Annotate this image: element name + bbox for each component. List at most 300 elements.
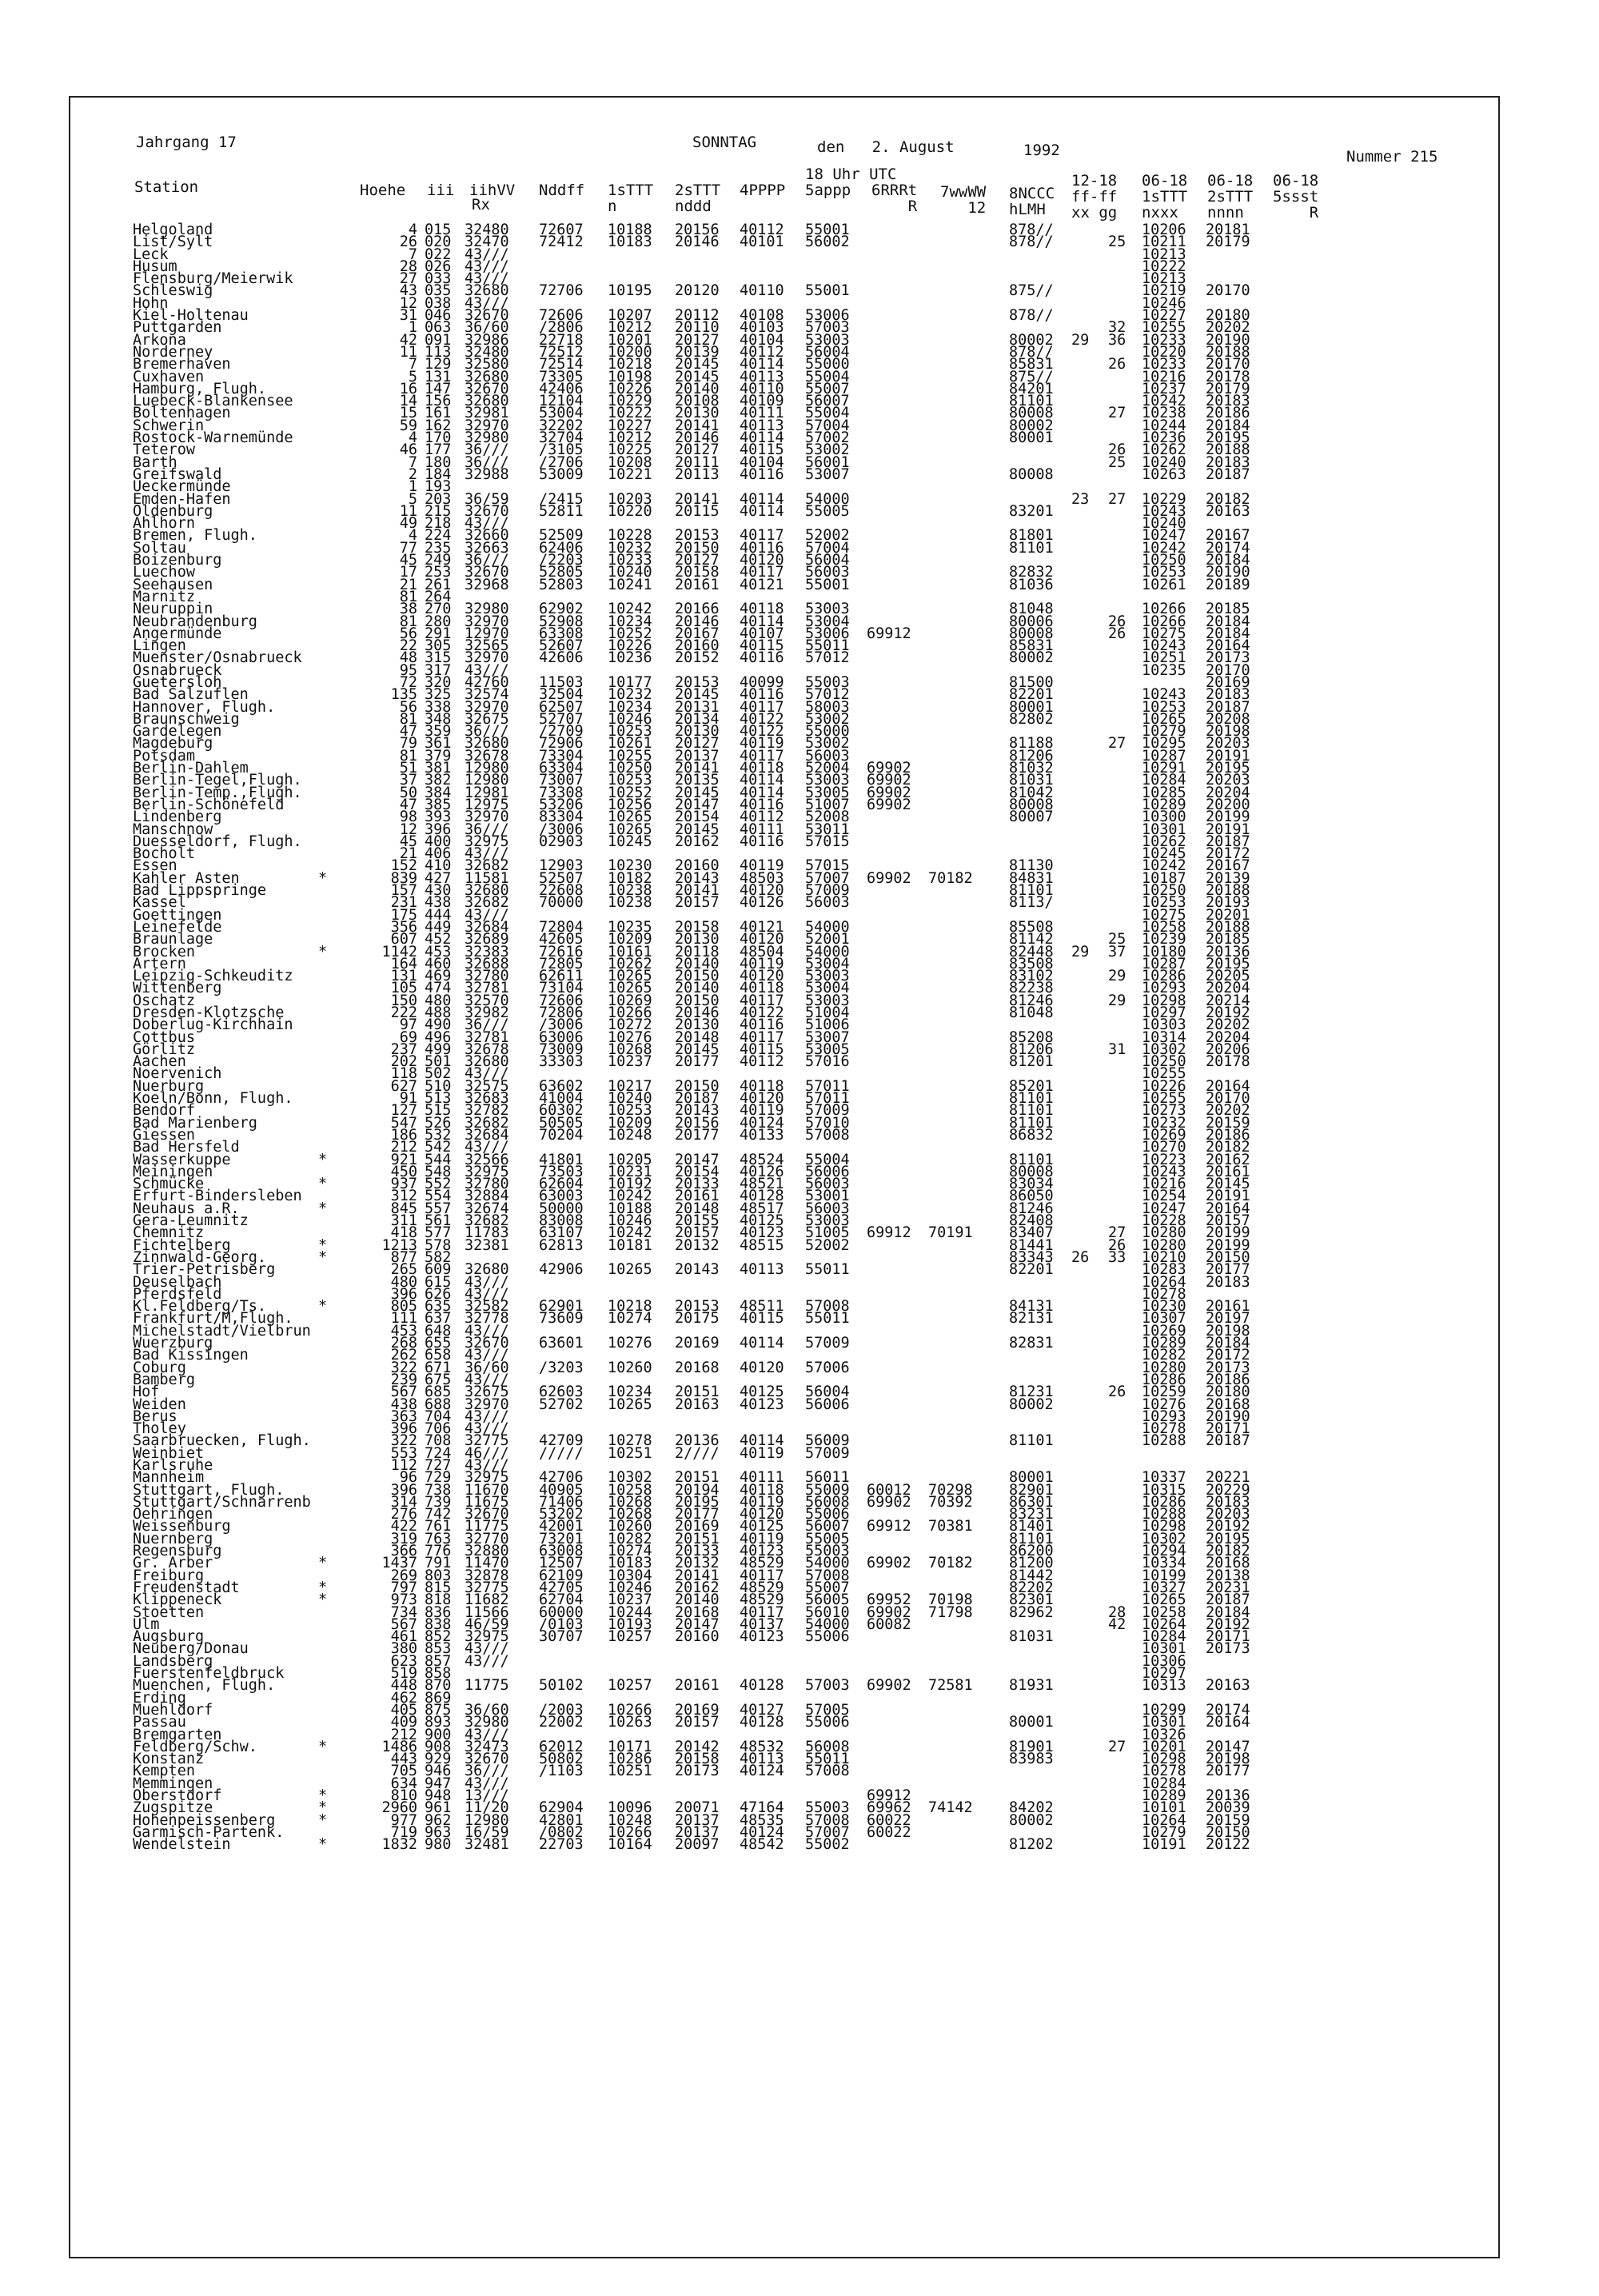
tmax-06-18-value: 10264 — [1142, 1615, 1186, 1633]
gust-max-value: 37 — [1108, 943, 1126, 960]
tmax-06-18-value: 10262 — [1142, 833, 1186, 850]
pressure-value: 40120 — [740, 1359, 784, 1376]
temp-max-value: 10268 — [608, 1493, 652, 1511]
iihvv-value: 32970 — [465, 613, 509, 630]
cloud-value: 81201 — [1009, 1053, 1054, 1071]
temp-max-value: 10272 — [608, 1016, 652, 1034]
pressure-value: 48529 — [740, 1579, 784, 1596]
col-t1: 06-18 1sTTT nxxx — [1142, 172, 1188, 222]
station-name: Bamberg — [133, 1371, 195, 1388]
iihvv-value: 32680 — [465, 368, 509, 385]
temp-max-value: 10161 — [608, 943, 652, 960]
station-name: Neubrandenburg — [133, 613, 257, 630]
pressure-value: 40124 — [740, 1763, 784, 1780]
pressure-value: 48515 — [740, 1236, 784, 1254]
cloud-value: 81202 — [1009, 1836, 1054, 1854]
tendency-value: 53004 — [805, 980, 850, 997]
tmin-06-18-value: 20168 — [1206, 1555, 1250, 1572]
temp-dew-value: 20168 — [675, 1603, 720, 1621]
nddff-value: 53206 — [539, 796, 584, 813]
iihvv-value: 32684 — [465, 918, 509, 936]
temp-dew-value: 20161 — [675, 1677, 720, 1695]
temp-max-value: 10268 — [608, 1506, 652, 1523]
pressure-value: 48529 — [740, 1555, 784, 1572]
tmin-06-18-value: 20170 — [1206, 356, 1250, 373]
tmin-06-18-value: 20188 — [1206, 441, 1250, 459]
station-id: 480 — [425, 992, 452, 1009]
tmax-06-18-value: 10263 — [1142, 465, 1186, 483]
tendency-value: 57008 — [805, 1763, 850, 1780]
tmax-06-18-value: 10297 — [1142, 1665, 1186, 1683]
nddff-value: 50802 — [539, 1751, 584, 1768]
station-height: 705 — [390, 1763, 417, 1780]
station-name: Görlitz — [133, 1040, 195, 1058]
iihvv-value: 43/// — [465, 1273, 509, 1291]
station-height: 96 — [399, 1469, 417, 1487]
table-row — [0, 331, 1599, 349]
pressure-value: 40116 — [740, 796, 784, 813]
station-height: 462 — [390, 1689, 417, 1707]
station-name: Emden-Hafen — [133, 490, 231, 508]
station-id: 379 — [425, 747, 452, 765]
pressure-value: 40112 — [740, 809, 784, 826]
cloud-value: 81500 — [1009, 673, 1054, 691]
tmin-06-18-value: 20192 — [1206, 1518, 1250, 1535]
table-row — [0, 931, 1599, 948]
station-id: 382 — [425, 772, 452, 789]
gust-max-value: 42 — [1108, 1615, 1126, 1633]
nddff-value: 62603 — [539, 1384, 584, 1401]
cloud-value: 81101 — [1009, 1151, 1054, 1168]
station-height: 14 — [399, 393, 417, 410]
temp-max-value: 10240 — [608, 564, 652, 581]
table-row — [0, 661, 1599, 679]
nddff-value: 11503 — [539, 673, 584, 691]
temp-dew-value: 20139 — [675, 343, 720, 361]
station-id: 496 — [425, 1028, 452, 1046]
cloud-value: 878// — [1009, 307, 1054, 325]
cloud-value: 81142 — [1009, 931, 1054, 948]
tmin-06-18-value: 20184 — [1206, 1603, 1250, 1621]
station-name: Neuruppin — [133, 601, 213, 618]
station-id: 947 — [425, 1775, 452, 1792]
nddff-value: 50505 — [539, 1114, 584, 1132]
temp-dew-value: 20150 — [675, 1077, 720, 1095]
temp-dew-value: 20071 — [675, 1799, 720, 1817]
nddff-value: 72606 — [539, 992, 584, 1009]
gust-value: 26 — [1071, 1248, 1090, 1266]
precip-value: 69912 — [867, 1224, 911, 1242]
station-name: Seehausen — [133, 576, 213, 593]
iihvv-value: 32680 — [465, 1261, 509, 1279]
pressure-value: 40128 — [740, 1714, 784, 1731]
iihvv-value: 32968 — [465, 576, 509, 593]
pressure-value: 40112 — [740, 343, 784, 361]
temp-dew-value: 20154 — [675, 1163, 720, 1180]
station-height: 634 — [390, 1775, 417, 1792]
station-height: 98 — [399, 809, 417, 826]
gust-max-value: 25 — [1108, 931, 1126, 948]
tendency-value: 54000 — [805, 918, 850, 936]
tmax-06-18-value: 10293 — [1142, 1408, 1186, 1425]
nddff-value: 42706 — [539, 1469, 584, 1487]
station-id: 761 — [425, 1518, 452, 1535]
temp-dew-value: 20118 — [675, 943, 720, 960]
table-row — [0, 246, 1599, 263]
station-name: Barth — [133, 453, 177, 471]
temp-max-value: 10212 — [608, 319, 652, 337]
pressure-value: 40114 — [740, 613, 784, 630]
table-row — [0, 1139, 1599, 1156]
station-table — [0, 222, 1599, 1854]
temp-max-value: 10265 — [608, 821, 652, 838]
station-height: 17 — [399, 564, 417, 581]
tmax-06-18-value: 10250 — [1142, 1053, 1186, 1071]
station-height: 461 — [390, 1628, 417, 1646]
tendency-value: 53007 — [805, 1028, 850, 1046]
cloud-value: 875// — [1009, 282, 1054, 300]
tmin-06-18-value: 20202 — [1206, 319, 1250, 337]
pressure-value: 40108 — [740, 307, 784, 325]
temp-dew-value: 20155 — [675, 1212, 720, 1230]
iihvv-value: 11566 — [465, 1603, 509, 1621]
tendency-value: 57004 — [805, 417, 850, 434]
tmin-06-18-value: 20229 — [1206, 1481, 1250, 1499]
tmax-06-18-value: 10247 — [1142, 1200, 1186, 1217]
station-name: Osnabrueck — [133, 661, 222, 679]
station-height: 480 — [390, 1273, 417, 1291]
tmin-06-18-value: 20183 — [1206, 1493, 1250, 1511]
temp-max-value: 10252 — [608, 784, 652, 801]
table-row — [0, 465, 1599, 483]
tmin-06-18-value: 20183 — [1206, 453, 1250, 471]
station-name: Meiningen — [133, 1163, 213, 1180]
temp-dew-value: 20147 — [675, 796, 720, 813]
tendency-value: 56005 — [805, 1591, 850, 1609]
cloud-value: 83343 — [1009, 1248, 1054, 1266]
tmax-06-18-value: 10286 — [1142, 968, 1186, 985]
tmin-06-18-value: 20162 — [1206, 1151, 1250, 1168]
temp-dew-value: 20148 — [675, 1200, 720, 1217]
station-height: 28 — [399, 258, 417, 275]
nddff-value: 71406 — [539, 1493, 584, 1511]
station-height: 127 — [390, 1102, 417, 1120]
tmax-06-18-value: 10266 — [1142, 613, 1186, 630]
iihvv-value: 32675 — [465, 1384, 509, 1401]
temp-max-value: 10250 — [608, 760, 652, 777]
temp-max-value: 10188 — [608, 222, 652, 238]
tmin-06-18-value: 20170 — [1206, 1090, 1250, 1108]
nddff-value: 50000 — [539, 1200, 584, 1217]
pressure-value: 40115 — [740, 637, 784, 655]
nddff-value: 83304 — [539, 809, 584, 826]
tmin-06-18-value: 20179 — [1206, 380, 1250, 397]
temp-max-value: 10242 — [608, 1188, 652, 1205]
temp-dew-value: 20157 — [675, 894, 720, 912]
station-name: Kiel-Holtenau — [133, 307, 249, 325]
nddff-value: 73503 — [539, 1163, 584, 1180]
station-name: Brocken — [133, 943, 195, 960]
iihvv-value: 32975 — [465, 1628, 509, 1646]
iihvv-value: 43/// — [465, 1775, 509, 1792]
nddff-value: 72514 — [539, 356, 584, 373]
precip-value: 69912 — [867, 1518, 911, 1535]
tmax-06-18-value: 10243 — [1142, 637, 1186, 655]
tendency-value: 57006 — [805, 1359, 850, 1376]
station-name: Bad Salzuflen — [133, 686, 249, 704]
temp-max-value: 10274 — [608, 1310, 652, 1328]
station-height: 5 — [408, 368, 417, 385]
station-name: Husum — [133, 258, 177, 275]
cloud-value: 82831 — [1009, 1335, 1054, 1352]
col-rx: Rx — [472, 196, 490, 214]
station-id: 946 — [425, 1763, 452, 1780]
station-name: Weissenburg — [133, 1518, 231, 1535]
day-label: SONNTAG — [692, 134, 757, 151]
station-id: 015 — [425, 222, 452, 238]
pressure-value: 48521 — [740, 1176, 784, 1193]
temp-dew-value: 20187 — [675, 1090, 720, 1108]
tmin-06-18-value: 20202 — [1206, 1016, 1250, 1034]
tmax-06-18-value: 10191 — [1142, 1836, 1186, 1854]
temp-dew-value: 20133 — [675, 1176, 720, 1193]
tmin-06-18-value: 20171 — [1206, 1628, 1250, 1646]
station-height: 11 — [399, 343, 417, 361]
station-id: 490 — [425, 1016, 452, 1034]
station-id: 724 — [425, 1444, 452, 1462]
temp-dew-value: 20145 — [675, 368, 720, 385]
iihvv-value: 32670 — [465, 1751, 509, 1768]
tmin-06-18-value: 20182 — [1206, 1543, 1250, 1560]
iihvv-value: 32480 — [465, 343, 509, 361]
station-id: 893 — [425, 1714, 452, 1731]
precip-value: 69902 — [867, 760, 911, 777]
temp-max-value: 10260 — [608, 1359, 652, 1376]
tmax-06-18-value: 10279 — [1142, 1823, 1186, 1841]
cloud-value: 83983 — [1009, 1751, 1054, 1768]
iihvv-value: 32663 — [465, 539, 509, 557]
iihvv-value: 13/// — [465, 1787, 509, 1804]
tmin-06-18-value: 20195 — [1206, 1530, 1250, 1547]
tmin-06-18-value: 20167 — [1206, 857, 1250, 875]
weather-value: 74142 — [928, 1799, 973, 1817]
tmin-06-18-value: 20174 — [1206, 539, 1250, 557]
table-row — [0, 552, 1599, 569]
temp-max-value: 10304 — [608, 1567, 652, 1584]
tmin-06-18-value: 20192 — [1206, 1004, 1250, 1021]
nddff-value: /2415 — [539, 490, 584, 508]
station-name: Pferdsfeld — [133, 1285, 222, 1303]
temp-dew-value: 20150 — [675, 539, 720, 557]
cloud-value: 80008 — [1009, 796, 1054, 813]
tmax-06-18-value: 10236 — [1142, 429, 1186, 447]
nddff-value: /2003 — [539, 1701, 584, 1719]
table-row — [0, 1273, 1599, 1291]
iihvv-value: 32480 — [465, 222, 509, 238]
station-height: 405 — [390, 1701, 417, 1719]
station-height: 553 — [390, 1444, 417, 1462]
station-name: Schleswig — [133, 282, 213, 300]
temp-max-value: 10255 — [608, 747, 652, 765]
col-iihvv: iihVV — [469, 182, 516, 199]
tendency-value: 57002 — [805, 429, 850, 447]
pressure-value: 40119 — [740, 955, 784, 972]
pressure-value: 48535 — [740, 1811, 784, 1829]
station-height: 448 — [390, 1677, 417, 1695]
temp-max-value: 10235 — [608, 918, 652, 936]
station-id: 836 — [425, 1603, 452, 1621]
station-name: Stoetten — [133, 1603, 205, 1621]
mountain-flag: * — [318, 1591, 328, 1609]
temp-dew-value: 20127 — [675, 441, 720, 459]
temp-max-value: 10265 — [608, 1396, 652, 1413]
table-row — [0, 1359, 1599, 1376]
station-height: 97 — [399, 1016, 417, 1034]
mountain-flag: * — [318, 1236, 328, 1254]
tendency-value: 56004 — [805, 552, 850, 569]
tmax-06-18-value: 10213 — [1142, 246, 1186, 263]
tmax-06-18-value: 10246 — [1142, 294, 1186, 312]
tmin-06-18-value: 20200 — [1206, 796, 1250, 813]
cloud-value: 85831 — [1009, 637, 1054, 655]
cloud-value: 84831 — [1009, 869, 1054, 887]
station-height: 453 — [390, 1322, 417, 1340]
station-name: Tholey — [133, 1420, 186, 1438]
nddff-value: 33303 — [539, 1053, 584, 1071]
iihvv-value: 32980 — [465, 601, 509, 618]
temp-max-value: 10257 — [608, 1628, 652, 1646]
tendency-value: 55006 — [805, 1714, 850, 1731]
temp-dew-value: 20140 — [675, 380, 720, 397]
temp-dew-value: 20140 — [675, 1591, 720, 1609]
station-height: 38 — [399, 601, 417, 618]
station-name: Hof — [133, 1384, 160, 1401]
temp-max-value: 10221 — [608, 465, 652, 483]
tmax-06-18-value: 10219 — [1142, 282, 1186, 300]
iihvv-value: 32678 — [465, 747, 509, 765]
temp-max-value: 10253 — [608, 1102, 652, 1120]
station-id: 948 — [425, 1787, 452, 1804]
cloud-value: 81101 — [1009, 393, 1054, 410]
tmax-06-18-value: 10242 — [1142, 857, 1186, 875]
table-row — [0, 1763, 1599, 1780]
tendency-value: 57010 — [805, 1114, 850, 1132]
table-row — [0, 1408, 1599, 1425]
table-row — [0, 1040, 1599, 1058]
station-name: Neuhaus a.R. — [133, 1200, 240, 1217]
station-height: 26 — [399, 234, 417, 251]
pressure-value: 40115 — [740, 1040, 784, 1058]
precip-value: 69952 — [867, 1591, 911, 1609]
station-name: Guetersloh — [133, 673, 222, 691]
tmax-06-18-value: 10211 — [1142, 234, 1186, 251]
temp-dew-value: 20153 — [675, 1298, 720, 1316]
tmax-06-18-value: 10278 — [1142, 1420, 1186, 1438]
nddff-value: 63006 — [539, 1028, 584, 1046]
pressure-value: 40122 — [740, 710, 784, 728]
station-height: 81 — [399, 613, 417, 630]
tendency-value: 54000 — [805, 1615, 850, 1633]
station-height: 186 — [390, 1126, 417, 1144]
station-name: Frankfurt/M,Flugh. — [133, 1310, 293, 1328]
station-id: 430 — [425, 882, 452, 900]
station-height: 49 — [399, 515, 417, 533]
station-id: 249 — [425, 552, 452, 569]
table-row — [0, 1432, 1599, 1450]
iihvv-value: 43/// — [465, 1285, 509, 1303]
nddff-value: 22703 — [539, 1836, 584, 1854]
station-height: 27 — [399, 270, 417, 288]
temp-dew-value: 20194 — [675, 1481, 720, 1499]
table-row — [0, 1836, 1599, 1854]
temp-dew-value: 20127 — [675, 552, 720, 569]
tmin-06-18-value: 20195 — [1206, 429, 1250, 447]
temp-max-value: 10260 — [608, 1518, 652, 1535]
temp-max-value: 10225 — [608, 441, 652, 459]
tendency-value: 56007 — [805, 393, 850, 410]
tendency-value: 55004 — [805, 368, 850, 385]
nddff-value: 62813 — [539, 1236, 584, 1254]
tendency-value: 56006 — [805, 1163, 850, 1180]
cloud-value: 878// — [1009, 234, 1054, 251]
tmax-06-18-value: 10282 — [1142, 1347, 1186, 1364]
iihvv-value: 43/// — [465, 294, 509, 312]
cloud-value: 80007 — [1009, 809, 1054, 826]
tmin-06-18-value: 20168 — [1206, 1396, 1250, 1413]
nddff-value: /3105 — [539, 441, 584, 459]
table-row — [0, 1506, 1599, 1523]
gust-max-value: 27 — [1108, 405, 1126, 422]
station-id: 361 — [425, 735, 452, 753]
station-id: 253 — [425, 564, 452, 581]
pressure-value: 40125 — [740, 1518, 784, 1535]
station-id: 838 — [425, 1615, 452, 1633]
station-height: 37 — [399, 772, 417, 789]
nddff-value: /1103 — [539, 1763, 584, 1780]
table-row — [0, 1775, 1599, 1792]
tmax-06-18-value: 10213 — [1142, 270, 1186, 288]
station-height: 977 — [390, 1811, 417, 1829]
station-name: Zinnwald-Georg. — [133, 1248, 267, 1266]
iihvv-value: 43/// — [465, 1652, 509, 1670]
col-iii: iii — [427, 182, 455, 199]
tendency-value: 52008 — [805, 809, 850, 826]
station-name: Wittenberg — [133, 980, 222, 997]
station-height: 47 — [399, 796, 417, 813]
station-name: Hannover, Flugh. — [133, 698, 276, 716]
tendency-value: 55003 — [805, 673, 850, 691]
iihvv-value: 11775 — [465, 1518, 509, 1535]
iihvv-value: 32770 — [465, 1530, 509, 1547]
station-name: Greifswald — [133, 465, 222, 483]
station-name: Erfurt-Bindersleben — [133, 1188, 302, 1205]
iihvv-value: 32781 — [465, 980, 509, 997]
station-id: 554 — [425, 1188, 452, 1205]
station-name: Schmücke — [133, 1176, 205, 1193]
tmin-06-18-value: 20183 — [1206, 686, 1250, 704]
tendency-value: 56008 — [805, 1738, 850, 1755]
tmax-06-18-value: 10291 — [1142, 760, 1186, 777]
temp-dew-value: 20143 — [675, 1102, 720, 1120]
nddff-value: 42406 — [539, 380, 584, 397]
temp-dew-value: 20120 — [675, 282, 720, 300]
nddff-value: 42606 — [539, 649, 584, 667]
precip-value: 69902 — [867, 1493, 911, 1511]
tmax-06-18-value: 10255 — [1142, 1065, 1186, 1083]
pressure-value: 40114 — [740, 772, 784, 789]
pressure-value: 40118 — [740, 601, 784, 618]
nddff-value: 42801 — [539, 1811, 584, 1829]
